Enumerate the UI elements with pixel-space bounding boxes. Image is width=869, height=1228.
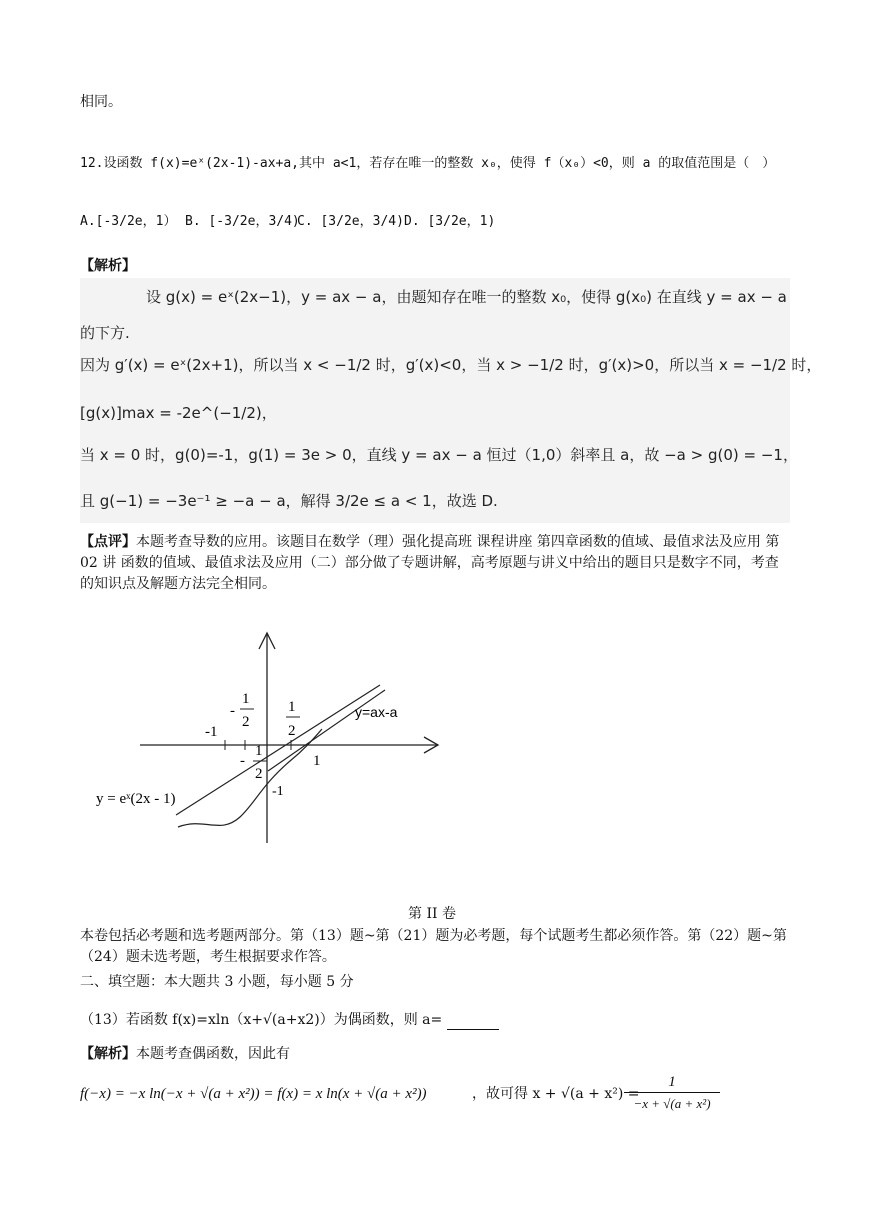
label-neg-half-den: 2 — [242, 714, 250, 730]
solution-line-4: [g(x)]max = -2e^(−1/2)， — [80, 404, 277, 422]
label-y-neg1: -1 — [272, 784, 284, 799]
solution-image — [80, 278, 822, 523]
solution-line-5: 当 x = 0 时，g(0)=-1，g(1) = 3e > 0，直线 y = ax − a 恒过（1,0）斜率且 a，故 −a > g(0) = −1， — [80, 446, 798, 464]
label-neg-half-lower-den: 2 — [255, 766, 263, 782]
formula-fraction — [624, 1072, 720, 1115]
option-d: D. [3/2e，1) — [404, 214, 496, 229]
option-b: B. [-3/2e，3/4) — [185, 214, 300, 229]
formula-fraction-num: 1 — [624, 1072, 720, 1093]
label-half-num: 1 — [288, 699, 296, 715]
exp-curve — [178, 729, 322, 827]
question-12-stem: 12.设函数 f(x)=eˣ(2x-1)-ax+a,其中 a<1，若存在唯一的整数 x₀，使得 f（x₀）<0，则 a 的取值范围是（ ） — [80, 156, 776, 171]
solution-line-3: 因为 g′(x) = eˣ(2x+1)，所以当 x < −1/2 时，g′(x)<0，当 x > −1/2 时，g′(x)>0，所以当 x = −1/2 时， — [80, 356, 822, 374]
formula-fraction-den: −x + √(a + x²) — [633, 1096, 711, 1111]
solution-line-1: 设 g(x) = eˣ(2x−1)，y = ax − a，由题知存在唯一的整数 x₀，使得 g(x₀) 在直线 y = ax − a — [146, 288, 787, 306]
line-y-ax-a — [268, 690, 385, 771]
label-neg-half-lower-num: 1 — [255, 743, 263, 759]
comment-text: 本题考查导数的应用。该题目在数学（理）强化提高班 课程讲座 第四章函数的值域、最值求法及应用 第 02 讲 函数的值域、最值求法及应用（二）部分做了专题讲解，高考原题与讲义中给出的题目只是数字不同，考查的知识点及解题方法完全相同。 — [80, 534, 780, 592]
function-graph — [0, 625, 869, 885]
analysis-label: 【解析】 — [80, 258, 136, 274]
solution-line-6: 且 g(−1) = −3e⁻¹ ≥ −a − a，解得 3/2e ≤ a < 1，故选 D. — [80, 492, 498, 510]
label-curve: y = eˣ(2x - 1) — [96, 791, 176, 807]
label-neg-half-num: 1 — [242, 691, 250, 707]
label-neg-half-lower-minus: - — [240, 753, 245, 769]
comment-paragraph — [80, 532, 790, 595]
q13-analysis-label: 【解析】 — [80, 1046, 136, 1062]
question-13-text: （13）若函数 f(x)=xln（x+√(a+x2)）为偶函数，则 a= — [80, 1012, 443, 1028]
part2-intro: 本卷包括必考题和选考题两部分。第（13）题~第（21）题为必考题，每个试题考生都必须作答。第（22）题~第（24）题未选考题，考生根据要求作答。 — [80, 928, 787, 965]
label-1: 1 — [313, 753, 321, 769]
solution-line-2: 的下方. — [80, 324, 130, 342]
top-text: 相同。 — [80, 94, 122, 110]
section-heading: 二、填空题：本大题共 3 小题，每小题 5 分 — [80, 974, 354, 990]
formula-mid: ，故可得 x + √(a + x²) = — [472, 1086, 640, 1102]
label-neg-half-minus: - — [230, 703, 235, 719]
label-neg1: -1 — [205, 724, 218, 740]
formula-left: f(−x) = −x ln(−x + √(a + x²)) = f(x) = x ln(x + √(a + x²)) — [80, 1086, 427, 1102]
label-half-den: 2 — [288, 723, 296, 739]
label-line: y=ax-a — [355, 704, 398, 720]
part2-heading: 第 II 卷 — [408, 906, 456, 922]
option-a: A.[-3/2e，1） — [80, 214, 177, 229]
option-c: C. [3/2e，3/4) — [297, 214, 404, 229]
q13-analysis-text: 本题考查偶函数，因此有 — [136, 1046, 290, 1062]
question-13 — [80, 1010, 499, 1030]
comment-label: 【点评】 — [80, 534, 136, 550]
answer-blank — [447, 1015, 499, 1030]
